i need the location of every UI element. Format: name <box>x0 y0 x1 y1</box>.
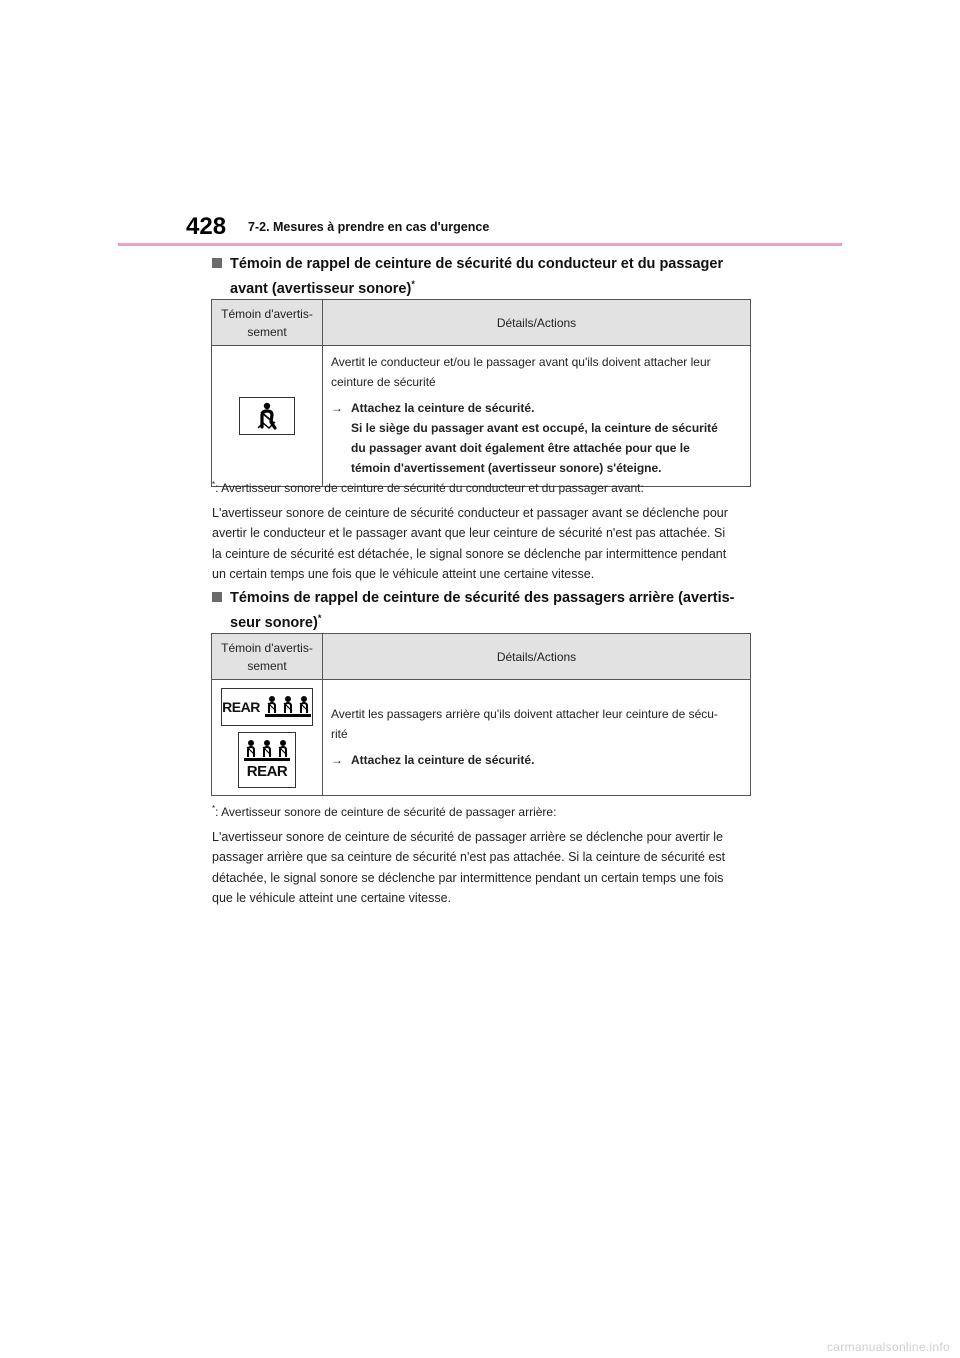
bullet-square-icon <box>212 258 222 268</box>
section1-footnote: *: Avertisseur sonore de ceinture de sécurité du conducteur et du passager avant: <box>212 480 644 495</box>
table-row <box>212 346 751 487</box>
rear-seatbelt-icon-horizontal <box>221 688 313 726</box>
rear-label: REAR <box>246 762 288 780</box>
rear-seatbelt-icon-stacked <box>238 732 296 788</box>
bullet-square-icon <box>212 592 222 602</box>
section1-heading <box>212 254 752 299</box>
action-item <box>331 750 742 770</box>
seatbelt-triple-icon <box>243 739 291 763</box>
section1-heading-line1: Témoin de rappel de ceinture de sécurité du conducteur et du passager <box>230 256 724 272</box>
icon-cell <box>212 680 323 796</box>
asterisk: * <box>212 804 216 813</box>
section1-paragraph: L'avertisseur sonore de ceinture de sécurité conducteur et passager avant se déclenche pour avertir le conducteur et le passager avant que leur ceinture de sécurité n'est pas attachée. Si la ceinture de sécurité est détachée, le signal sonore se déclenche par intermittence pendant un certain temps une fois que le véhicule atteint une certaine vitesse. <box>212 506 728 582</box>
section2-footnote: *: Avertisseur sonore de ceinture de sécurité de passager arrière: <box>212 804 557 819</box>
section2-heading-line2: seur sonore) <box>230 615 318 631</box>
icon-cell <box>212 346 323 487</box>
detail-cell <box>323 680 751 796</box>
action-text: Attachez la ceinture de sécurité. Si le siège du passager avant est occupé, la ceinture de sécurité du passager avant doit également être attachée pour que le témoin d'avertissement (avertisseur sonore) s'éteigne. <box>351 401 718 475</box>
asterisk: * <box>212 480 216 489</box>
seatbelt-warning-icon <box>239 397 295 435</box>
rear-label: REAR <box>222 698 260 715</box>
section2-heading-line1: Témoins de rappel de ceinture de sécurité des passagers arrière (avertis- <box>230 590 735 606</box>
section2-table <box>211 633 751 796</box>
arrow-icon: → <box>331 401 343 415</box>
col1-header: Témoin d'avertis- sement <box>212 300 323 346</box>
asterisk: * <box>411 279 415 289</box>
page-number: 428 <box>186 213 227 240</box>
chapter-title: 7-2. Mesures à prendre en cas d'urgence <box>248 220 490 234</box>
header-rule <box>118 243 842 246</box>
detail-cell <box>323 346 751 487</box>
col2-header: Détails/Actions <box>323 300 751 346</box>
asterisk: * <box>317 613 322 623</box>
action-item <box>331 398 742 478</box>
table-row <box>212 680 751 796</box>
table-header-row <box>212 634 751 680</box>
watermark: carmanualsonline.info <box>826 1340 950 1354</box>
section2-heading <box>212 588 752 633</box>
section1-heading-line2: avant (avertisseur sonore) <box>230 281 412 297</box>
table-header-row <box>212 300 751 346</box>
seatbelt-triple-icon <box>264 695 312 719</box>
detail-text: Avertit les passagers arrière qu'ils doivent attacher leur ceinture de sécu- rité <box>331 706 718 741</box>
arrow-icon: → <box>331 752 343 767</box>
action-text: Attachez la ceinture de sécurité. <box>351 752 535 767</box>
col1-header: Témoin d'avertis- sement <box>212 634 323 680</box>
detail-text: Avertit le conducteur et/ou le passager avant qu'ils doivent attacher leur ceinture de sécurité <box>331 355 711 389</box>
col2-header: Détails/Actions <box>323 634 751 680</box>
section2-paragraph: L'avertisseur sonore de ceinture de sécurité de passager arrière se déclenche pour avertir le passager arrière que sa ceinture de sécurité n'est pas attachée. Si la ceinture de sécurité est détachée, le signal sonore se déclenche par intermittence pendant un certain temps une fois que le véhicule atteint une certaine vitesse. <box>212 830 726 906</box>
section1-table <box>211 299 751 487</box>
